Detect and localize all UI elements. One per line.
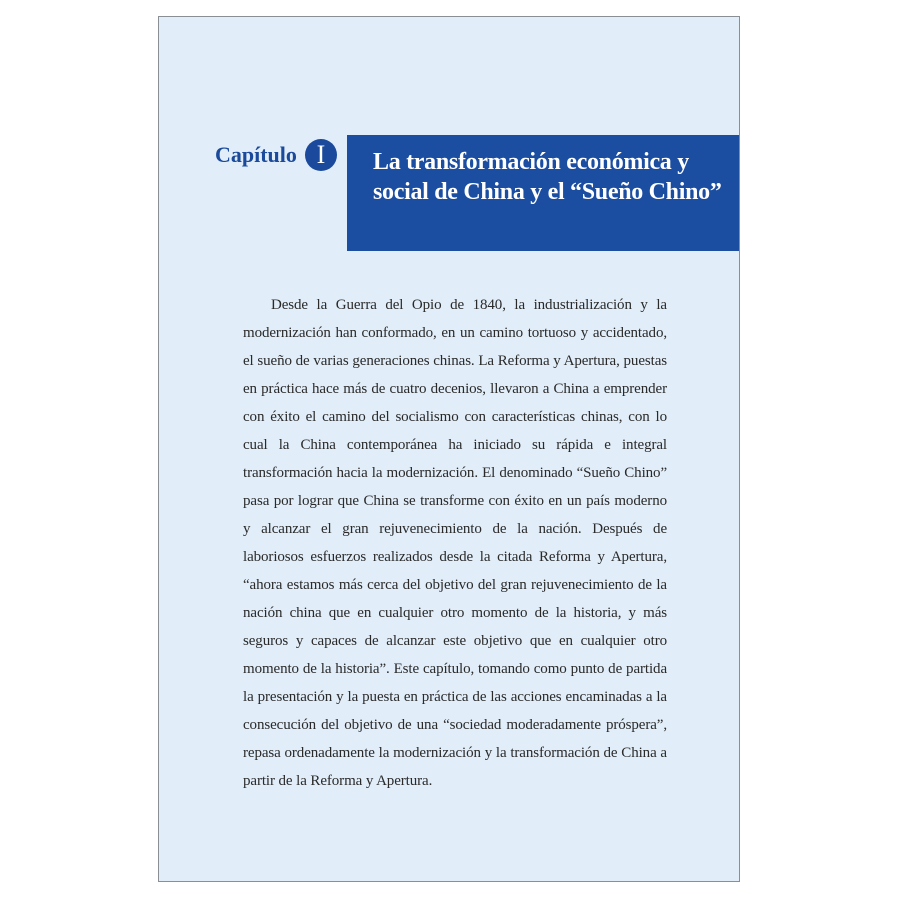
chapter-title: La transformación económica y social de China y el “Sueño Chino” bbox=[373, 149, 722, 205]
chapter-label-text: Capítulo bbox=[215, 142, 297, 167]
chapter-title-banner bbox=[347, 135, 740, 251]
body-paragraph: Desde la Guerra del Opio de 1840, la industrialización y la modernización han conformado, en un camino tortuoso y accidentado, el sueño de varias generaciones chinas. La Reforma y Apertura, puestas en práctica hace más de cuatro decenios, llevaron a China a emprender con éxito el camino del socialismo con características chinas, con lo cual la China contemporánea ha iniciado su rápida e integral transformación hacia la modernización. El denominado “Sueño Chino” pasa por lograr que China se transforme con éxito en un país moderno y alcanzar el gran rejuvenecimiento de la nación. Después de laboriosos esfuerzos realizados desde la citada Reforma y Apertura, “ahora estamos más cerca del objetivo del gran rejuvenecimiento de la nación china que en cualquier otro momento de la historia, y más seguros y capaces de alcanzar este objetivo que en cualquier otro momento de la historia”. Este capítulo, tomando como punto de partida la presentación y la puesta en práctica de las acciones encaminadas a la consecución del objetivo de una “sociedad moderadamente próspera”, repasa ordenadamente la modernización y la transformación de China a partir de la Reforma y Apertura. bbox=[243, 297, 667, 789]
chapter-label bbox=[215, 137, 337, 173]
book-page bbox=[158, 16, 740, 882]
chapter-number-badge: I bbox=[305, 139, 337, 171]
